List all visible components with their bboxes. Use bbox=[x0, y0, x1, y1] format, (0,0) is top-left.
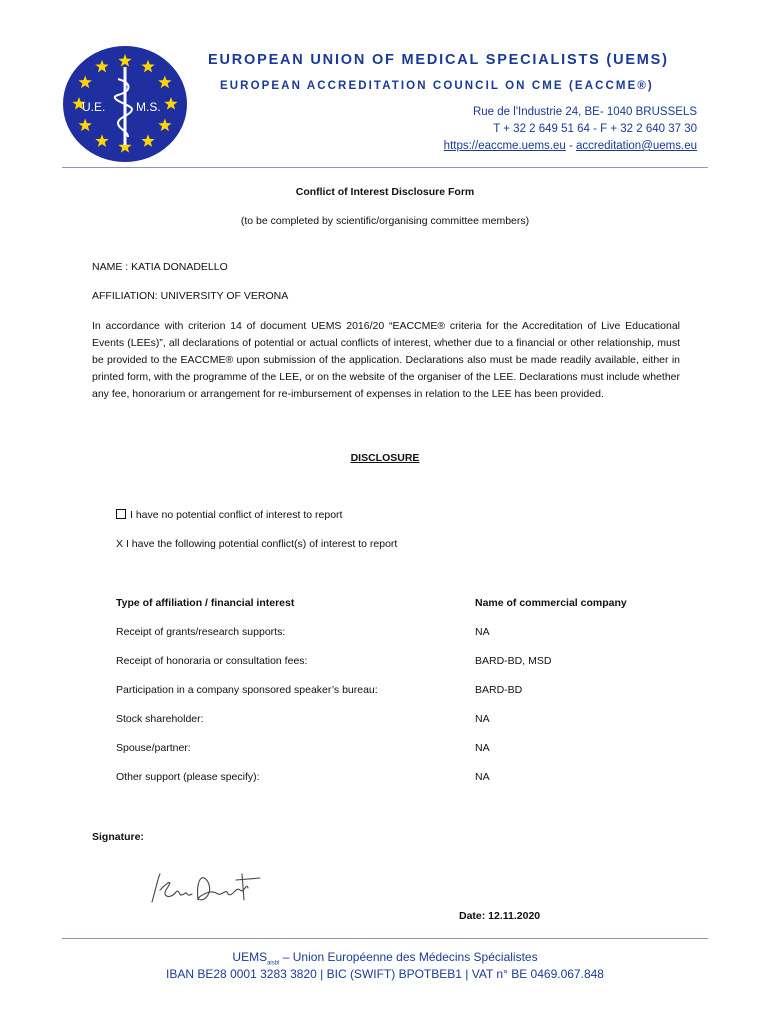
table-row-company: BARD-BD, MSD bbox=[475, 655, 552, 667]
signature-stroke bbox=[152, 874, 260, 902]
footer-bank: IBAN BE28 0001 3283 3820 | BIC (SWIFT) BPOTBEB1 | VAT n° BE 0469.067.848 bbox=[166, 967, 604, 981]
table-header-type: Type of affiliation / financial interest bbox=[116, 597, 295, 609]
table-row-type: Receipt of grants/research supports: bbox=[116, 626, 286, 638]
table-row-type: Other support (please specify): bbox=[116, 771, 260, 783]
signature-image bbox=[140, 860, 270, 920]
logo-right-text: M.S. bbox=[136, 100, 161, 114]
option-no-conflict-label: I have no potential conflict of interest to report bbox=[130, 509, 343, 521]
option-conflict-label: I have the following potential conflict(s) of interest to report bbox=[125, 538, 398, 550]
table-row-type: Stock shareholder: bbox=[116, 713, 204, 725]
date-line: Date: 12.11.2020 bbox=[459, 910, 541, 922]
table-row-type: Spouse/partner: bbox=[116, 742, 191, 754]
link-separator: - bbox=[565, 140, 576, 152]
table-row-company: BARD-BD bbox=[475, 684, 523, 696]
table-header-company: Name of commercial company bbox=[475, 597, 627, 609]
footer-org-short: UEMS bbox=[232, 950, 268, 964]
disclosure-heading: DISCLOSURE bbox=[350, 452, 420, 464]
table-row-company: NA bbox=[475, 771, 490, 783]
table-row-company: NA bbox=[475, 742, 490, 754]
uems-logo bbox=[62, 45, 188, 163]
table-row-type: Receipt of honoraria or consultation fees: bbox=[116, 655, 308, 667]
footer-divider bbox=[62, 938, 708, 939]
logo-left-text: U.E. bbox=[82, 100, 106, 114]
table-row-type: Participation in a company sponsored speaker’s bureau: bbox=[116, 684, 378, 696]
checkbox-no-conflict[interactable] bbox=[116, 509, 126, 519]
footer-org-suffix: aisbl bbox=[267, 960, 280, 967]
website-link[interactable]: https://eaccme.uems.eu bbox=[443, 140, 566, 152]
footer-org-full: – Union Européenne des Médecins Spécialistes bbox=[279, 950, 538, 964]
affiliation-line: AFFILIATION: UNIVERSITY OF VERONA bbox=[92, 290, 289, 302]
signature-label: Signature: bbox=[92, 831, 144, 843]
form-subtitle: (to be completed by scientific/organising committee members) bbox=[240, 215, 530, 227]
email-link[interactable]: accreditation@uems.eu bbox=[576, 140, 697, 152]
address: Rue de l'Industrie 24, BE- 1040 BRUSSELS bbox=[472, 106, 697, 118]
footer-org bbox=[0, 950, 770, 966]
option-conflict-mark[interactable]: X bbox=[116, 538, 124, 550]
org-name: EUROPEAN UNION OF MEDICAL SPECIALISTS (UEMS) bbox=[208, 52, 669, 68]
table-row-company: NA bbox=[475, 626, 490, 638]
name-line: NAME : KATIA DONADELLO bbox=[92, 261, 228, 273]
form-title: Conflict of Interest Disclosure Form bbox=[295, 186, 475, 198]
contact-links bbox=[444, 140, 697, 152]
table-row-company: NA bbox=[475, 713, 490, 725]
option-conflict bbox=[116, 538, 397, 550]
header-divider bbox=[62, 167, 708, 168]
council-name: EUROPEAN ACCREDITATION COUNCIL ON CME (EACCME®) bbox=[220, 80, 654, 92]
phone-fax: T + 32 2 649 51 64 - F + 32 2 640 37 30 bbox=[493, 123, 697, 135]
intro-paragraph: In accordance with criterion 14 of document UEMS 2016/20 “EACCME® criteria for the Accreditation of Live Educational Events (LEEs)”, all declarations of potential or actual conflicts of interest, whether due to a financial or other relationship, must be provided to the EACCME® upon submission of the application. Declarations also must be made readily available, either in printed form, with the programme of the LEE, or on the website of the organiser of the LEE. Declarations must include whether any fee, honorarium or arrangement for re-imbursement of expenses in relation to the LEE has been provided. bbox=[92, 320, 680, 401]
option-no-conflict bbox=[116, 509, 342, 521]
